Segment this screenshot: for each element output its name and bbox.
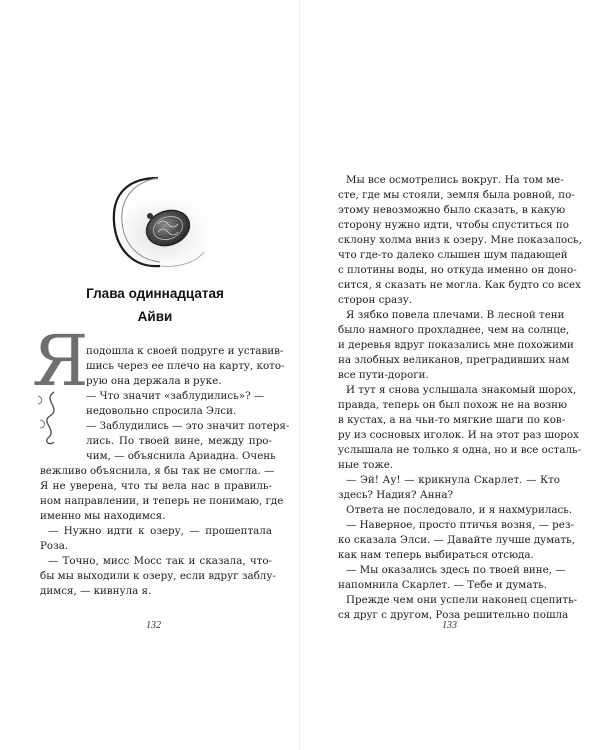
- text-line: — Что значит «заблудились»? —: [86, 390, 265, 402]
- text-line: рую она держала в руке.: [86, 375, 222, 387]
- text-line: все пути-дороги.: [338, 369, 429, 381]
- text-line: что где-то далеко слышен шум падающей: [338, 249, 568, 261]
- text-line: шись через ее плечо на карту, кото-: [86, 360, 285, 372]
- text-line: сте, где мы стояли, земля была ровной, по-: [338, 189, 575, 201]
- text-line: ру из сосновых иголок. И на этот раз шорох: [338, 429, 579, 441]
- text-line: — Мы оказались здесь по твоей вине, —: [346, 564, 566, 576]
- text-line: — Наверное, просто птичья возня, — рез-: [346, 519, 574, 531]
- text-line: ся друг с другом, Роза решительно пошла: [338, 609, 569, 621]
- drop-cap-flourish-icon: [32, 390, 72, 446]
- text-line: сторон сразу.: [338, 294, 413, 306]
- text-line: бы мы выходили к озеру, если вдруг заблу-: [40, 570, 276, 582]
- text-line: с плотины воды, но откуда именно он доно-: [338, 264, 577, 276]
- text-line: Я зябко повела плечами. В лесной тени: [346, 309, 565, 321]
- text-line: Ответа не последовало, и я нахмурилась.: [346, 504, 573, 516]
- text-line: склону холма вниз к озеру. Мне показалось,: [338, 234, 582, 246]
- text-line: лись. По твоей вине, между про-: [86, 435, 272, 447]
- text-line: на злобных великанов, преградивших нам: [338, 354, 570, 366]
- text-line: правда, теперь он был похож не на возню: [338, 399, 567, 411]
- text-line: подошла к своей подруге и уставив-: [86, 345, 284, 357]
- text-line: — Заблудились — это значит потеря-: [86, 420, 290, 432]
- text-line: — Точно, мисс Мосс так и сказала, что-: [48, 555, 272, 567]
- text-line: Мы все осмотрелись вокруг. На том ме-: [346, 174, 564, 186]
- text-line: вежливо объяснила, я бы так не смогла. —: [40, 465, 275, 477]
- text-line: услышала не только я одна, но и все осталь-: [338, 444, 582, 456]
- chapter-subtitle: Айви: [137, 309, 173, 324]
- text-line: недовольно спросила Элси.: [86, 405, 237, 417]
- text-line: — Эй! Ау! — крикнула Скарлет. — Кто: [346, 474, 560, 486]
- text-line: — Нужно идти к озеру, — прошептала: [48, 525, 272, 537]
- text-line: ко сказала Элси. — Давайте лучше думать,: [338, 534, 575, 546]
- text-line: Роза.: [40, 540, 69, 552]
- right-page: [300, 0, 600, 750]
- text-line: сится, я сказать не могла. Как будто со всех: [338, 279, 581, 291]
- drop-cap: [32, 320, 89, 446]
- text-line: этому невозможно было сказать, в какую: [338, 204, 566, 216]
- text-line: было намного прохладнее, чем на солнце,: [338, 324, 570, 336]
- page-number: 133: [442, 620, 457, 631]
- text-line: сторону нужно идти, чтобы спуститься по: [338, 219, 569, 231]
- text-line: как нам теперь выбираться отсюда.: [338, 549, 534, 561]
- text-line: ные тоже.: [338, 459, 394, 471]
- text-line: ном направлении, и теперь не понимаю, где: [40, 495, 284, 507]
- text-line: напомнила Скарлет. — Тебе и думать.: [338, 579, 548, 591]
- chapter-heading: Глава одиннадцатая: [86, 286, 224, 301]
- text-line: в кустах, а на чьи-то мягкие шаги по ков-: [338, 414, 566, 426]
- text-line: и деревья вдруг показались мне похожими: [338, 339, 574, 351]
- text-line: именно мы находимся.: [40, 510, 166, 522]
- text-line: здесь? Надия? Анна?: [338, 489, 454, 501]
- text-line: чим, — объяснила Ариадна. Очень: [86, 450, 276, 462]
- text-line: И тут я снова услышала знакомый шорох,: [346, 384, 577, 396]
- text-line: Прежде чем они успели наконец сцепить-: [346, 594, 578, 606]
- drop-cap-letter: Я: [32, 320, 89, 402]
- amulet-pendant-illustration: [100, 172, 224, 276]
- page-number: 132: [146, 620, 161, 631]
- text-line: Я не уверена, что ты вела нас в правиль-: [40, 480, 272, 492]
- text-line: димся, — кивнула я.: [40, 585, 152, 597]
